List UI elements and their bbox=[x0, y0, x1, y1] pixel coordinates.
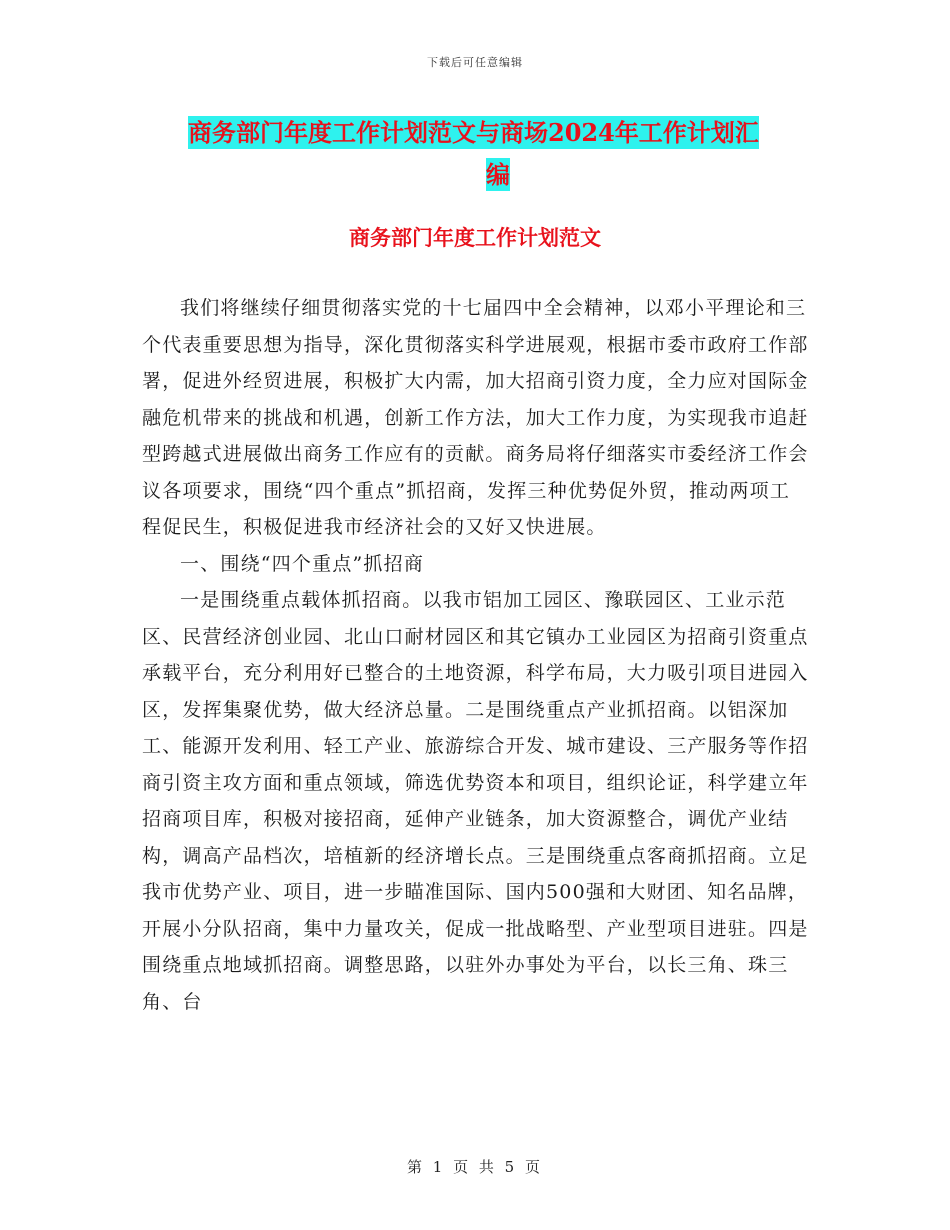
paragraph: 一是围绕重点载体抓招商。以我市铝加工园区、豫联园区、工业示范区、民营经济创业园、北山口耐材园区和其它镇办工业园区为招商引资重点承载平台，充分利用好已整合的土地资源，科学布局，大力吸引项目进园入区，发挥集聚优势，做大经济总量。二是围绕重点产业抓招商。以铝深加工、能源开发利用、轻工产业、旅游综合开发、城市建设、三产服务等作招商引资主攻方面和重点领域，筛选优势资本和项目，组织论证，科学建立年招商项目库，积极对接招商，延伸产业链条，加大资源整合，调优产业结构，调高产品档次，培植新的经济增长点。三是围绕重点客商抓招商。立足我市优势产业、项目，进一步瞄准国际、国内500强和大财团、知名品牌，开展小分队招商，集中力量攻关，促成一批战略型、产业型项目进驻。四是围绕重点地域抓招商。调整思路，以驻外办事处为平台，以长三角、珠三角、台 bbox=[142, 589, 809, 1013]
document-title-line2: 编 bbox=[486, 160, 510, 189]
paragraph: 我们将继续仔细贯彻落实党的十七届四中全会精神，以邓小平理论和三个代表重要思想为指导，深化贯彻落实科学进展观，根据市委市政府工作部署，促进外经贸进展，积极扩大内需，加大招商引资力度，全力应对国际金融危机带来的挑战和机遇，创新工作方法，加大工作力度，为实现我市追赶型跨越式进展做出商务工作应有的贡献。商务局将仔细落实市委经济工作会议各项要求，围绕“四个重点”抓招商，发挥三种优势促外贸，推动两项工程促民生，积极促进我市经济社会的又好又快进展。 bbox=[142, 297, 809, 538]
document-body bbox=[142, 290, 810, 1020]
document-title bbox=[188, 112, 808, 196]
document-title-line1: 商务部门年度工作计划范文与商场2024年工作计划汇 bbox=[188, 118, 759, 147]
header-note: 下载后可任意编辑 bbox=[427, 56, 523, 69]
section-title: 商务部门年度工作计划范文 bbox=[349, 225, 601, 250]
paragraph-heading: 一、围绕“四个重点”抓招商 bbox=[180, 552, 425, 575]
page-footer: 第 1 页 共 5 页 bbox=[407, 1158, 543, 1176]
